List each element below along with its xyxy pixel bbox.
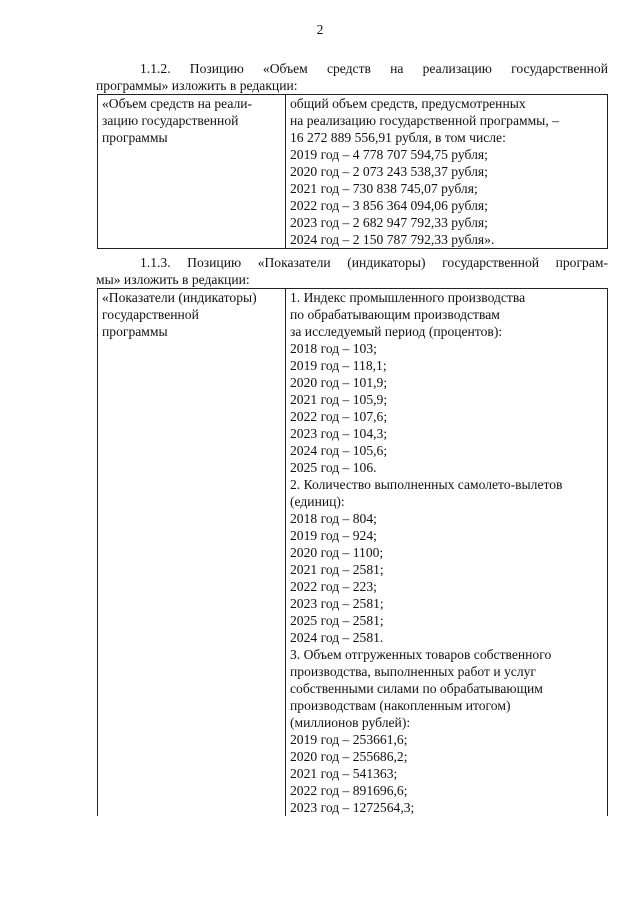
indicators-table xyxy=(97,288,608,816)
cell-line: программы xyxy=(102,324,168,339)
cell-line: 2020 год – 1100; xyxy=(290,545,384,560)
cell-line: 1. Индекс промышленного производства xyxy=(290,290,526,305)
budget-table xyxy=(97,94,608,249)
cell-line: производства, выполненных работ и услуг xyxy=(290,664,536,679)
section-1-1-3-heading xyxy=(96,254,608,288)
cell-line: общий объем средств, предусмотренных xyxy=(290,96,526,111)
cell-line: 2018 год – 103; xyxy=(290,341,377,356)
section-1-1-2-heading xyxy=(96,60,608,94)
cell-line: 2025 год – 2581; xyxy=(290,613,384,628)
indicators-value-cell xyxy=(286,289,608,817)
table-row xyxy=(98,95,608,249)
cell-line: за исследуемый период (процентов): xyxy=(290,324,503,339)
cell-line: 2025 год – 106. xyxy=(290,460,377,475)
cell-line: 2022 год – 223; xyxy=(290,579,377,594)
cell-line: 2023 год – 104,3; xyxy=(290,426,388,441)
cell-line: на реализацию государственной программы, – xyxy=(290,113,559,128)
cell-line: зацию государственной xyxy=(102,113,239,128)
cell-line: по обрабатывающим производствам xyxy=(290,307,500,322)
cell-line: 2024 год – 105,6; xyxy=(290,443,388,458)
cell-line: 2021 год – 541363; xyxy=(290,766,398,781)
cell-line: 2018 год – 804; xyxy=(290,511,377,526)
cell-line: 2023 год – 1272564,3; xyxy=(290,800,415,815)
cell-line: производствам (накопленным итогом) xyxy=(290,698,511,713)
cell-line: 2019 год – 253661,6; xyxy=(290,732,408,747)
budget-label-cell xyxy=(98,95,286,249)
cell-line: 2024 год – 2 150 787 792,33 рубля». xyxy=(290,232,495,247)
heading-line: мы» изложить в редакции: xyxy=(96,272,250,287)
cell-line: «Показатели (индикаторы) xyxy=(102,290,257,305)
cell-line: 2021 год – 105,9; xyxy=(290,392,388,407)
heading-line: программы» изложить в редакции: xyxy=(96,78,298,93)
heading-line: 1.1.2. Позицию «Объем средств на реализацию государственной xyxy=(140,61,608,76)
cell-line: государственной xyxy=(102,307,199,322)
cell-line: 2024 год – 2581. xyxy=(290,630,384,645)
cell-line: «Объем средств на реали- xyxy=(102,96,253,111)
table-row xyxy=(98,289,608,817)
cell-line: 2020 год – 255686,2; xyxy=(290,749,408,764)
cell-line: 2022 год – 107,6; xyxy=(290,409,388,424)
cell-line: 2021 год – 730 838 745,07 рубля; xyxy=(290,181,478,196)
cell-line: 3. Объем отгруженных товаров собственного xyxy=(290,647,552,662)
cell-line: 2019 год – 924; xyxy=(290,528,377,543)
cell-line: (единиц): xyxy=(290,494,345,509)
cell-line: программы xyxy=(102,130,168,145)
heading-line: 1.1.3. Позицию «Показатели (индикаторы) государственной програм- xyxy=(140,255,608,270)
cell-line: 16 272 889 556,91 рубля, в том числе: xyxy=(290,130,506,145)
cell-line: (миллионов рублей): xyxy=(290,715,411,730)
cell-line: 2023 год – 2581; xyxy=(290,596,384,611)
cell-line: 2023 год – 2 682 947 792,33 рубля; xyxy=(290,215,488,230)
cell-line: 2. Количество выполненных самолето-вылетов xyxy=(290,477,563,492)
cell-line: 2019 год – 4 778 707 594,75 рубля; xyxy=(290,147,488,162)
indicators-label-cell xyxy=(98,289,286,817)
budget-value-cell xyxy=(286,95,608,249)
cell-line: 2022 год – 891696,6; xyxy=(290,783,408,798)
cell-line: 2020 год – 101,9; xyxy=(290,375,388,390)
cell-line: 2021 год – 2581; xyxy=(290,562,384,577)
cell-line: 2020 год – 2 073 243 538,37 рубля; xyxy=(290,164,488,179)
cell-line: собственными силами по обрабатывающим xyxy=(290,681,543,696)
cell-line: 2019 год – 118,1; xyxy=(290,358,387,373)
cell-line: 2022 год – 3 856 364 094,06 рубля; xyxy=(290,198,488,213)
page-number: 2 xyxy=(316,22,324,37)
